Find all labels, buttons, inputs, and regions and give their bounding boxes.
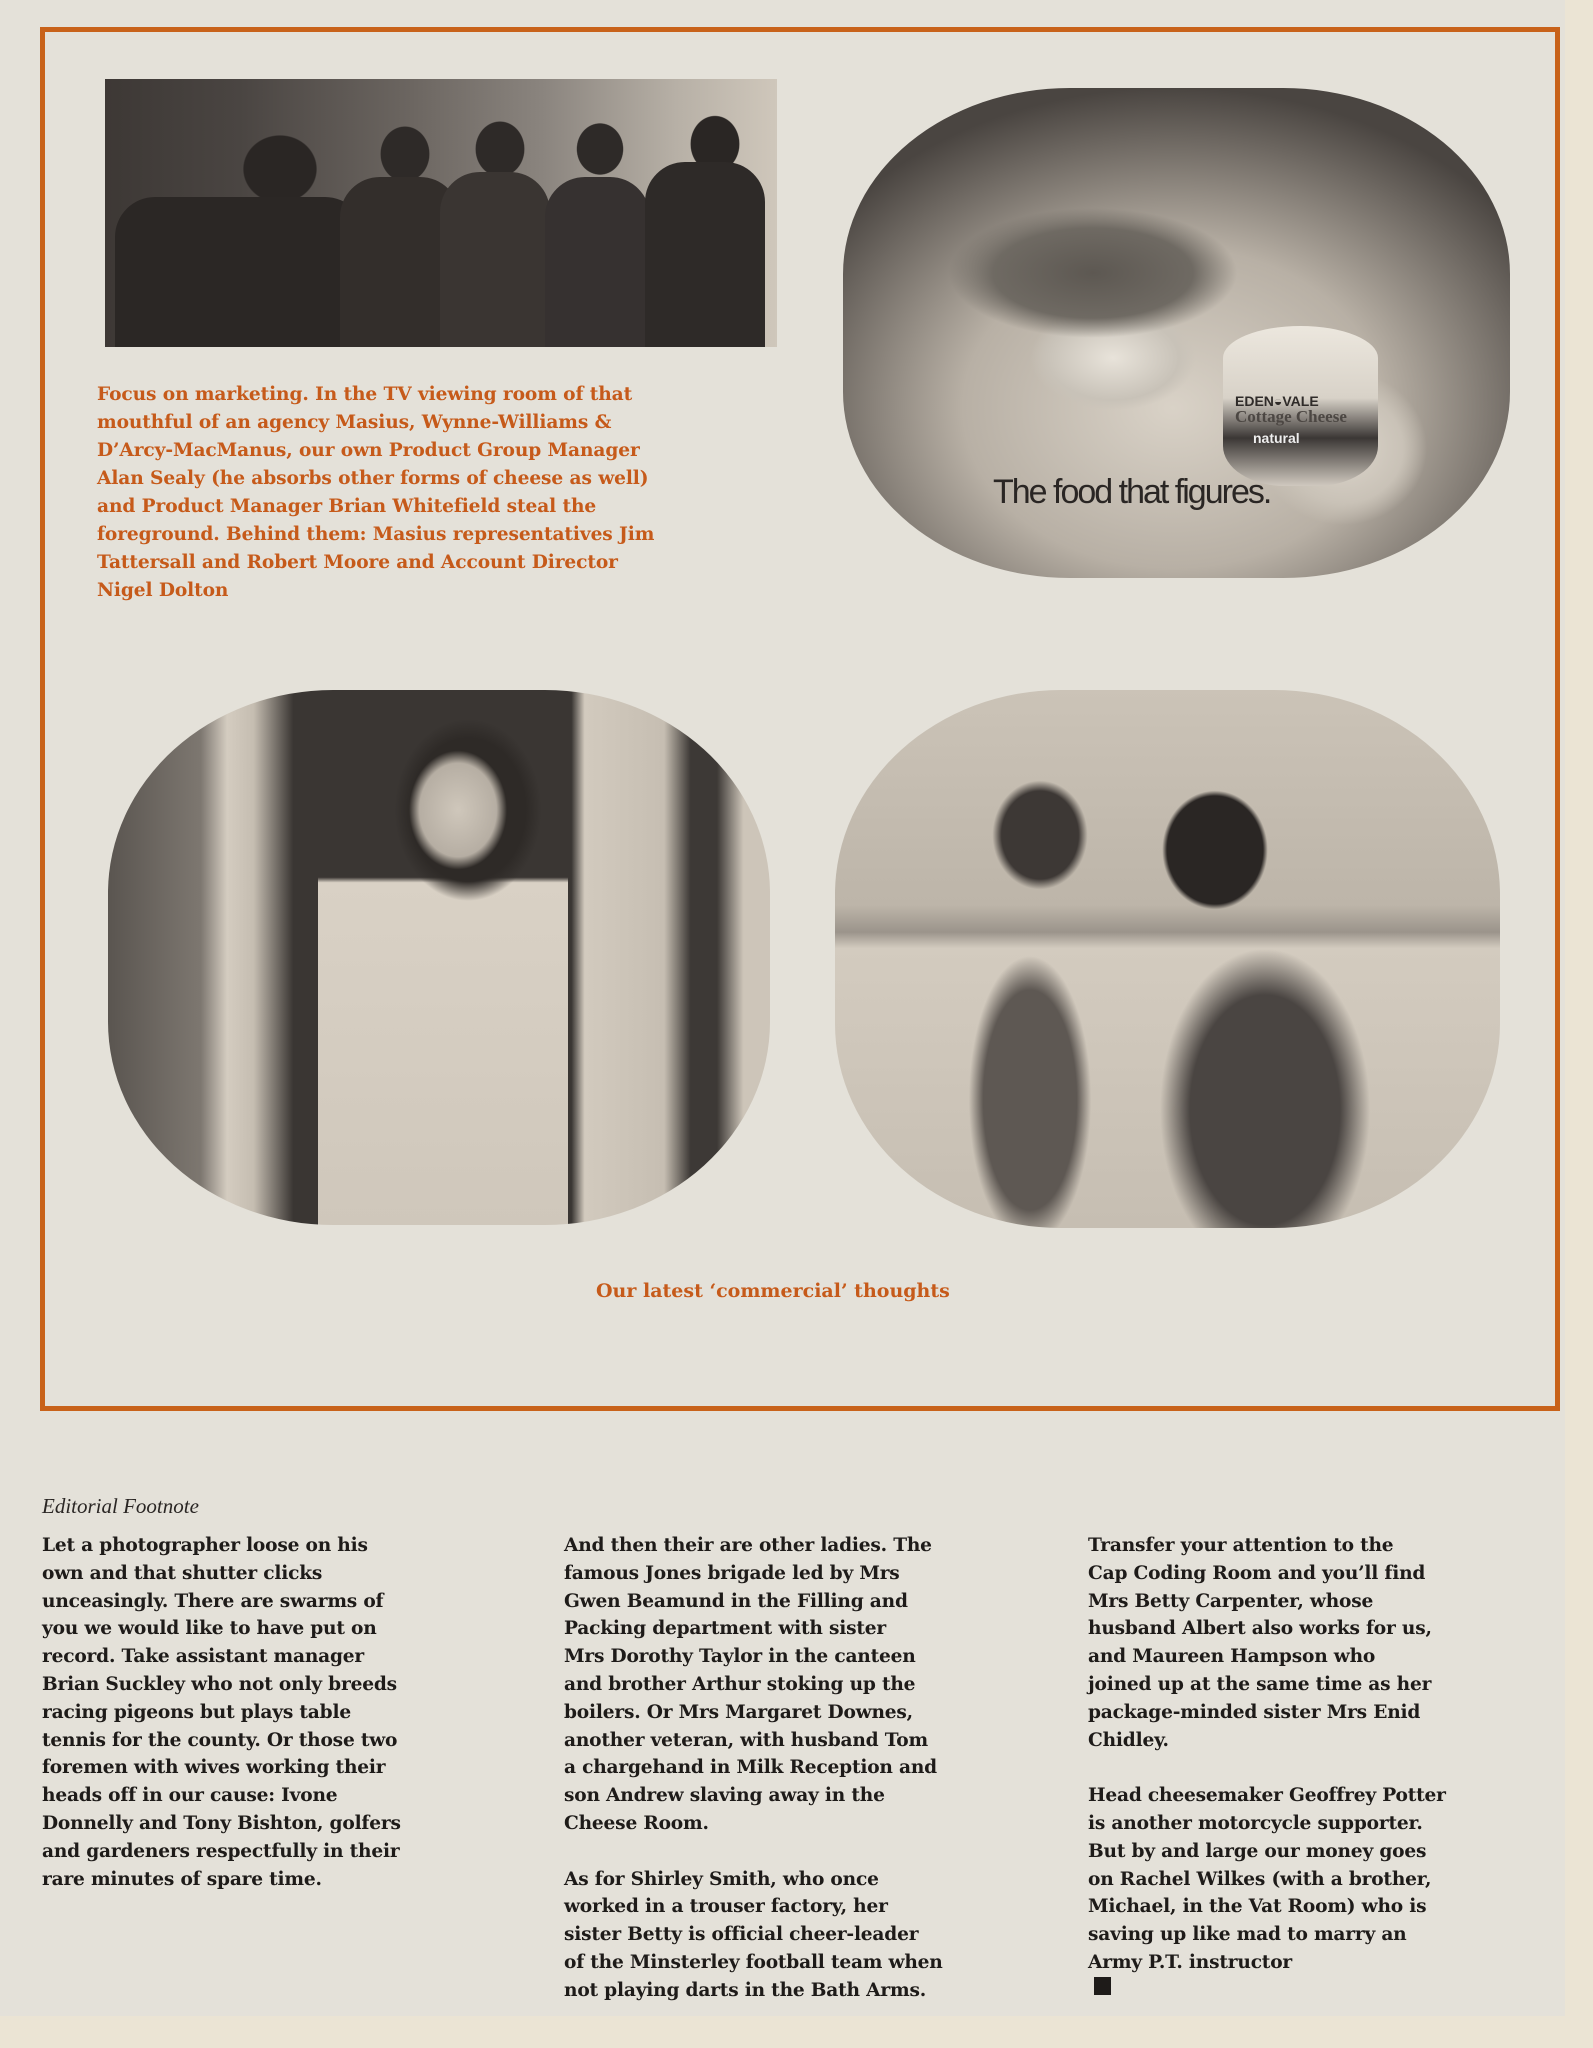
text-line: not playing darts in the Bath Arms. bbox=[564, 1979, 926, 2001]
text-line: Packing department with sister bbox=[564, 1618, 887, 1640]
text-line: boilers. Or Mrs Margaret Downes, bbox=[564, 1701, 913, 1723]
text-line: famous Jones brigade led by Mrs bbox=[564, 1562, 900, 1584]
text-line: Gwen Beamund in the Filling and bbox=[564, 1590, 908, 1612]
text-line: Mrs Dorothy Taylor in the canteen bbox=[564, 1646, 916, 1668]
caption-line: D’Arcy-MacManus, our own Product Group Manager bbox=[97, 440, 640, 461]
text-line: sister Betty is official cheer-leader bbox=[564, 1924, 919, 1946]
text-line: Brian Suckley who not only breeds bbox=[42, 1673, 397, 1695]
product-variant: natural bbox=[1253, 430, 1300, 446]
footnote-column-2 bbox=[564, 1532, 943, 2005]
brand-name: EDEN◒VALE bbox=[1235, 393, 1319, 409]
footnote-column-3 bbox=[1088, 1532, 1446, 1995]
paragraph bbox=[564, 1532, 943, 1838]
caption-line: mouthful of an agency Masius, Wynne-Williams & bbox=[97, 412, 612, 433]
text-line: son Andrew slaving away in the bbox=[564, 1785, 885, 1807]
text-line: a chargehand in Milk Reception and bbox=[564, 1757, 937, 1779]
text-line: saving up like mad to marry an bbox=[1088, 1924, 1407, 1946]
text-line: Transfer your attention to the bbox=[1088, 1535, 1394, 1556]
text-line: own and that shutter clicks bbox=[42, 1562, 323, 1584]
paragraph bbox=[564, 1866, 943, 2005]
commercial-caption: Our latest ‘commercial’ thoughts bbox=[596, 1280, 950, 1302]
text-line: Cap Coding Room and you’ll find bbox=[1088, 1562, 1426, 1584]
text-line: As for Shirley Smith, who once bbox=[564, 1868, 879, 1890]
text-line: unceasingly. There are swarms of bbox=[42, 1590, 384, 1612]
text-line: of the Minsterley football team when bbox=[564, 1951, 943, 1973]
text-line: worked in a trouser factory, her bbox=[564, 1896, 888, 1918]
text-line: on Rachel Wilkes (with a brother, bbox=[1088, 1868, 1432, 1890]
text-line: Head cheesemaker Geoffrey Potter bbox=[1088, 1785, 1446, 1807]
text-line: racing pigeons but plays table bbox=[42, 1701, 351, 1723]
text-line: another veteran, with husband Tom bbox=[564, 1729, 928, 1751]
paragraph bbox=[1088, 1782, 1446, 1995]
text-line: package-minded sister Mrs Enid bbox=[1088, 1701, 1421, 1723]
paragraph-gap bbox=[564, 1838, 943, 1866]
caption-line: and Product Manager Brian Whitefield steal the bbox=[97, 496, 597, 517]
man-seated-5 bbox=[645, 162, 765, 347]
paragraph bbox=[1088, 1532, 1446, 1754]
caption-line: Nigel Dolton bbox=[97, 580, 229, 601]
text-line: And then their are other ladies. The bbox=[564, 1535, 932, 1556]
end-of-article-square-icon bbox=[1094, 1977, 1111, 1995]
text-line: Let a photographer loose on his bbox=[42, 1535, 368, 1556]
text-line: Mrs Betty Carpenter, whose bbox=[1088, 1590, 1374, 1612]
text-line: and brother Arthur stoking up the bbox=[564, 1673, 916, 1695]
text-line: joined up at the same time as her bbox=[1088, 1673, 1432, 1695]
text-line: Army P.T. instructor bbox=[1088, 1951, 1292, 1973]
text-line: Chidley. bbox=[1088, 1729, 1169, 1751]
text-line: is another motorcycle supporter. bbox=[1088, 1812, 1423, 1834]
text-line: husband Albert also works for us, bbox=[1088, 1618, 1432, 1640]
text-line-last bbox=[1088, 1949, 1446, 1995]
paragraph bbox=[42, 1532, 401, 1893]
marketing-caption bbox=[97, 381, 797, 605]
footnote-column-1 bbox=[42, 1532, 401, 1893]
man-foreground-left bbox=[115, 197, 365, 347]
cottage-cheese-tub bbox=[1223, 326, 1378, 486]
text-line: heads off in our cause: Ivone bbox=[42, 1785, 338, 1807]
caption-line: Focus on marketing. In the TV viewing room of that bbox=[97, 384, 633, 405]
caption-line: foreground. Behind them: Masius representatives Jim bbox=[97, 524, 655, 545]
tub-label bbox=[1235, 394, 1347, 446]
text-line: foremen with wives working their bbox=[42, 1757, 386, 1779]
text-line: and Maureen Hampson who bbox=[1088, 1646, 1376, 1668]
man-seated-3 bbox=[440, 172, 550, 347]
text-line: Cheese Room. bbox=[564, 1812, 709, 1834]
text-line: and gardeners respectfully in their bbox=[42, 1840, 400, 1862]
text-line: But by and large our money goes bbox=[1088, 1840, 1427, 1862]
caption-line: Tattersall and Robert Moore and Account Director bbox=[97, 552, 618, 573]
text-line: record. Take assistant manager bbox=[42, 1646, 365, 1668]
tv-screen-woman-cardigan bbox=[108, 690, 770, 1225]
text-line: tennis for the county. Or those two bbox=[42, 1729, 398, 1751]
ad-tagline: The food that figures. bbox=[993, 473, 1271, 511]
caption-line: Alan Sealy (he absorbs other forms of cheese as well) bbox=[97, 468, 649, 489]
text-line: Donnelly and Tony Bishton, golfers bbox=[42, 1812, 401, 1834]
text-line: rare minutes of spare time. bbox=[42, 1868, 322, 1890]
text-line: you we would like to have put on bbox=[42, 1618, 377, 1640]
tv-screen-cottage-cheese-ad bbox=[843, 88, 1510, 578]
product-name: Cottage Cheese bbox=[1235, 407, 1347, 426]
tv-screen-couple-measuring bbox=[835, 690, 1500, 1228]
man-seated-4 bbox=[545, 177, 650, 347]
paragraph-gap bbox=[1088, 1754, 1446, 1782]
group-photo-tv-viewing-room bbox=[105, 79, 777, 347]
footnote-heading: Editorial Footnote bbox=[42, 1494, 199, 1518]
text-line: Michael, in the Vat Room) who is bbox=[1088, 1896, 1427, 1918]
